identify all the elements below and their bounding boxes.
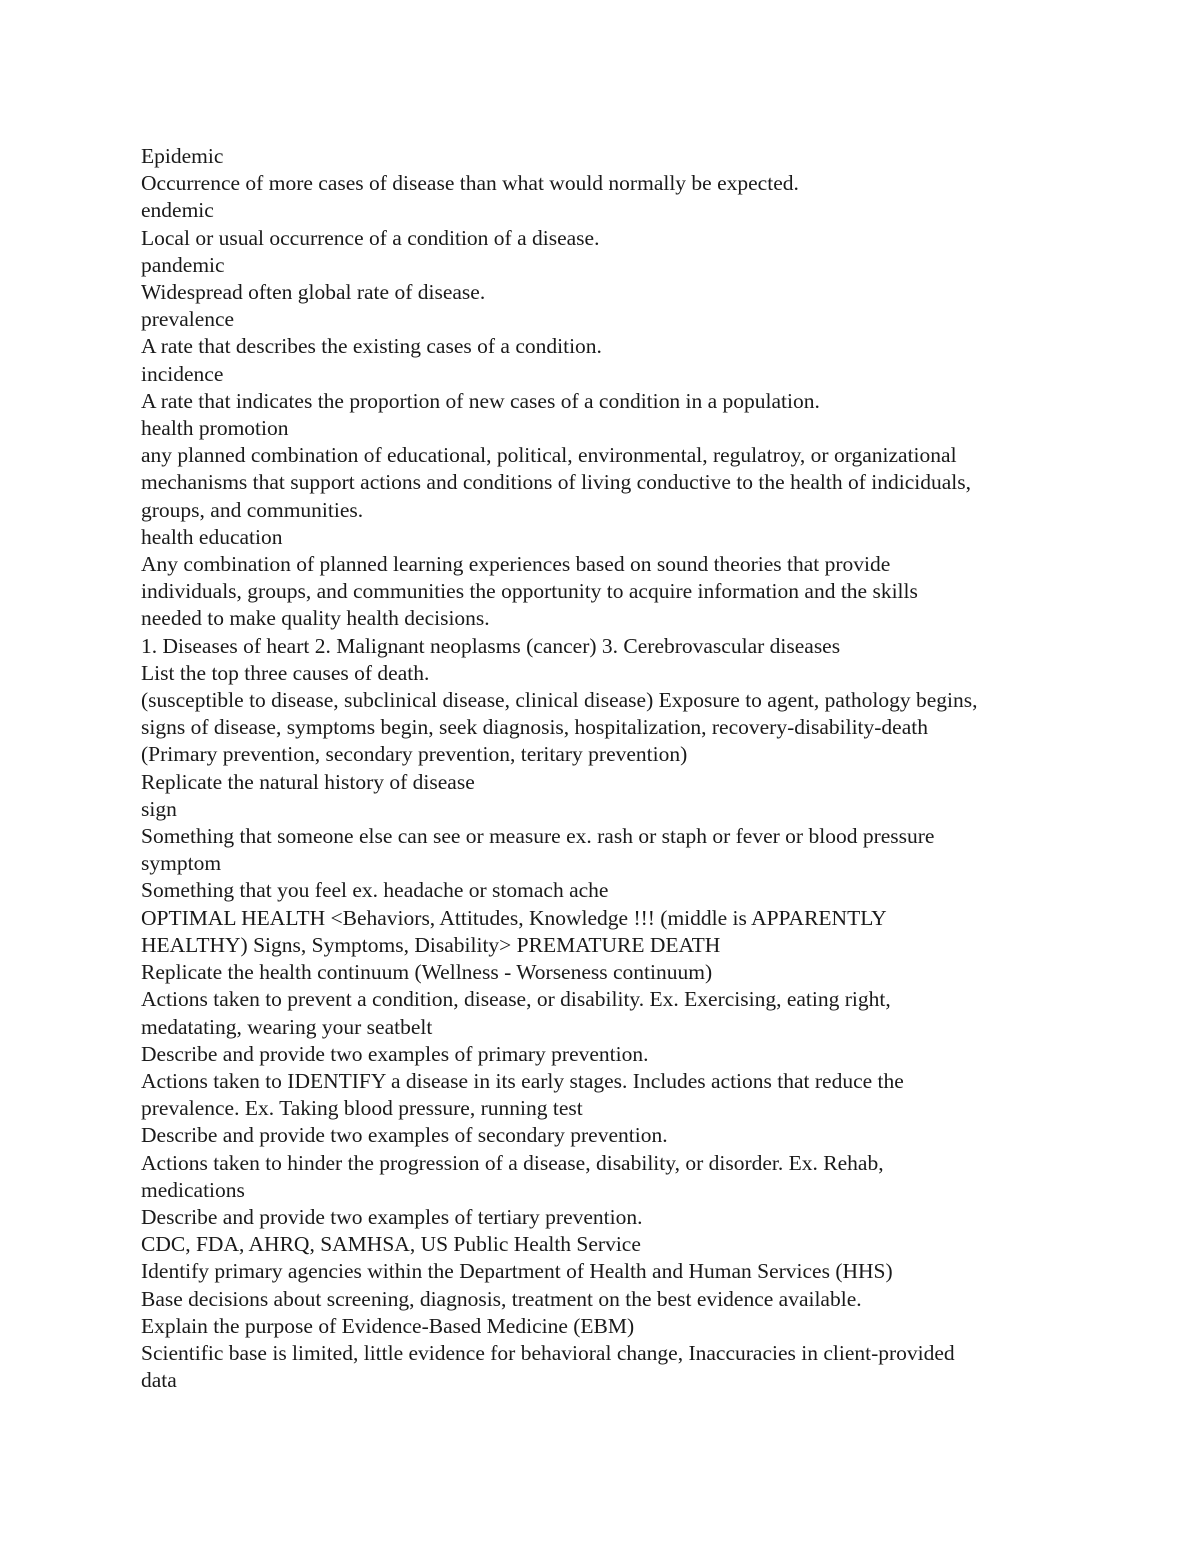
text-line: pandemic bbox=[141, 252, 225, 277]
text-line: Widespread often global rate of disease. bbox=[141, 280, 486, 305]
text-line: Scientific base is limited, little evidence for behavioral change, Inaccuracies in client-provided bbox=[141, 1340, 955, 1365]
text-line: mechanisms that support actions and conditions of living conductive to the health of indiciduals, bbox=[141, 470, 971, 495]
document-body bbox=[141, 143, 1081, 1394]
text-line: endemic bbox=[141, 198, 214, 223]
text-line: Identify primary agencies within the Department of Health and Human Services (HHS) bbox=[141, 1259, 893, 1284]
text-line: groups, and communities. bbox=[141, 497, 364, 522]
text-line: needed to make quality health decisions. bbox=[141, 606, 490, 631]
text-line: 1. Diseases of heart 2. Malignant neoplasms (cancer) 3. Cerebrovascular diseases bbox=[141, 633, 841, 658]
text-line: Describe and provide two examples of secondary prevention. bbox=[141, 1123, 668, 1148]
text-line: Explain the purpose of Evidence-Based Medicine (EBM) bbox=[141, 1313, 635, 1338]
text-line: Actions taken to prevent a condition, disease, or disability. Ex. Exercising, eating right, bbox=[141, 987, 891, 1012]
text-line: incidence bbox=[141, 361, 224, 386]
text-line: Something that someone else can see or measure ex. rash or staph or fever or blood pressure bbox=[141, 824, 935, 849]
text-line: Describe and provide two examples of primary prevention. bbox=[141, 1041, 649, 1066]
text-line: Occurrence of more cases of disease than what would normally be expected. bbox=[141, 171, 799, 196]
text-line: Actions taken to IDENTIFY a disease in its early stages. Includes actions that reduce the bbox=[141, 1068, 904, 1093]
text-line: Replicate the health continuum (Wellness - Worseness continuum) bbox=[141, 960, 713, 985]
text-line: health promotion bbox=[141, 416, 289, 441]
text-line: Any combination of planned learning experiences based on sound theories that provide bbox=[141, 552, 891, 577]
text-line: medications bbox=[141, 1177, 245, 1202]
text-line: Actions taken to hinder the progression of a disease, disability, or disorder. Ex. Rehab, bbox=[141, 1150, 884, 1175]
text-line: A rate that describes the existing cases of a condition. bbox=[141, 334, 602, 359]
text-line: CDC, FDA, AHRQ, SAMHSA, US Public Health Service bbox=[141, 1232, 641, 1257]
text-line: Base decisions about screening, diagnosis, treatment on the best evidence available. bbox=[141, 1286, 862, 1311]
text-line: prevalence. Ex. Taking blood pressure, running test bbox=[141, 1096, 583, 1121]
text-line: prevalence bbox=[141, 307, 235, 332]
text-line: Something that you feel ex. headache or stomach ache bbox=[141, 878, 609, 903]
text-line: symptom bbox=[141, 851, 222, 876]
text-line: medatating, wearing your seatbelt bbox=[141, 1014, 433, 1039]
text-line: Local or usual occurrence of a condition of a disease. bbox=[141, 225, 600, 250]
text-line: sign bbox=[141, 796, 177, 821]
text-line: List the top three causes of death. bbox=[141, 660, 430, 685]
text-line: (Primary prevention, secondary prevention, teritary prevention) bbox=[141, 742, 688, 767]
text-line: HEALTHY) Signs, Symptoms, Disability> PREMATURE DEATH bbox=[141, 932, 721, 957]
text-line: health education bbox=[141, 524, 283, 549]
text-line: Describe and provide two examples of tertiary prevention. bbox=[141, 1204, 643, 1229]
text-line: OPTIMAL HEALTH <Behaviors, Attitudes, Knowledge !!! (middle is APPARENTLY bbox=[141, 905, 887, 930]
text-line: data bbox=[141, 1368, 177, 1393]
text-line: Replicate the natural history of disease bbox=[141, 769, 475, 794]
text-line: (susceptible to disease, subclinical disease, clinical disease) Exposure to agent, pathology begins, bbox=[141, 688, 978, 713]
text-line: signs of disease, symptoms begin, seek diagnosis, hospitalization, recovery-disability-death bbox=[141, 715, 928, 740]
text-line: any planned combination of educational, political, environmental, regulatroy, or organizational bbox=[141, 443, 957, 468]
text-line: Epidemic bbox=[141, 144, 224, 168]
text-line: A rate that indicates the proportion of new cases of a condition in a population. bbox=[141, 388, 820, 413]
text-line: individuals, groups, and communities the opportunity to acquire information and the skills bbox=[141, 579, 918, 604]
